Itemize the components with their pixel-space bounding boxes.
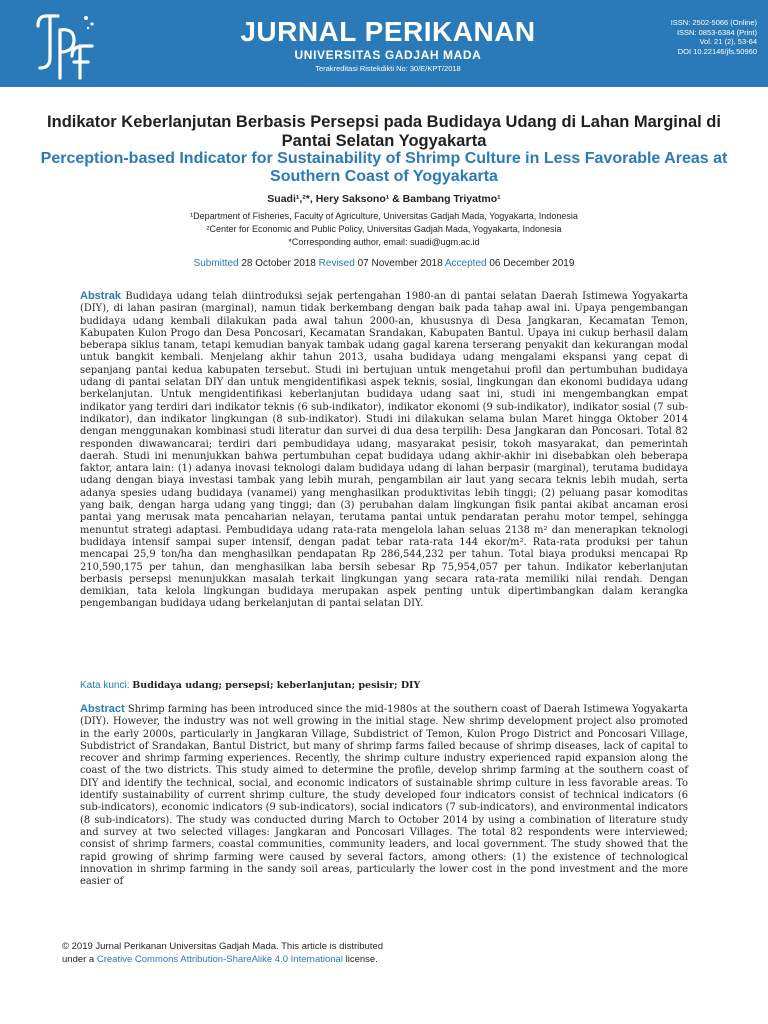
license-footer xyxy=(62,940,622,966)
article-dates xyxy=(30,258,738,269)
corresponding-author: *Corresponding author, email: suadi@ugm.ac.id xyxy=(288,237,480,247)
license-suffix: license. xyxy=(345,954,378,965)
revised-label: Revised xyxy=(318,258,355,269)
volume-info: Vol. 21 (2), 53-64 xyxy=(699,37,757,46)
license-link[interactable]: Creative Commons Attribution-ShareAlike 4.0 International xyxy=(96,954,343,965)
doi[interactable]: DOI 10.22146/jfs.50960 xyxy=(677,46,757,56)
submitted-date: 28 October 2018 xyxy=(241,258,316,269)
affiliation-2: ²Center for Economic and Public Policy, Universitas Gadjah Mada, Yogyakarta, Indonesia xyxy=(206,224,562,234)
abstract-id-heading: Abstrak xyxy=(80,290,121,302)
copyright-line: © 2019 Jurnal Perikanan Universitas Gadjah Mada. This article is distributed xyxy=(62,941,384,952)
accepted-date: 06 December 2019 xyxy=(489,258,575,269)
revised-date: 07 November 2018 xyxy=(357,258,443,269)
article-title-id: Indikator Keberlanjutan Berbasis Persepsi pada Budidaya Udang di Lahan Marginal di Pantai Selatan Yogyakarta xyxy=(47,113,721,150)
abstract-id-text: Budidaya udang telah diintroduksi sejak pertengahan 1980-an di pantai selatan Daerah Istimewa Yogyakarta (DIY), di lahan pasiran (marginal), namun tidak berkembang dengan baik pada tahap awal ini. Upaya pengembangan budidaya udang kembali dilakukan pada awal tahun 2000-an, khususnya di Desa Jangkaran, Kecamatan Temon, Kabupaten Kulon Progo dan Desa Poncosari, Kecamatan Srandakan, Kabupaten Bantul. Upaya ini cukup berhasil dalam beberapa siklus tanam, tetapi kemudian banyak tambak udang gagal karena terserang penyakit dan kekurangan modal untuk bangkit kembali. Menjelang akhir tahun 2013, usaha budidaya udang mengalami ekspansi yang cepat di sepanjang pantai kedua kabupaten tersebut. Studi ini bertujuan untuk mengetahui profil dan pertumbuhan budidaya udang di pantai selatan DIY dan untuk mengidentifikasi aspek teknis, sosial, lingkungan dan ekonomi budidaya udang berkelanjutan. Untuk mengidentifikasi keberlanjutan budidaya udang saat ini, studi ini mengembangkan empat indikator yang terdiri dari indikator teknis (6 sub-indikator), indikator ekonomi (9 sub-indikator), indikator sosial (7 sub-indikator), dan indikator lingkungan (8 sub-indikator). Studi ini dilakukan selama bulan Maret hingga Oktober 2014 dengan menggunakan kombinasi studi literatur dan survei di dua desa terpilih: Desa Jangkaran dan Poncosari. Total 82 responden diwawancarai; terdiri dari pembudidaya udang, masyarakat pesisir, tokoh masyarakat, dan pemerintah daerah. Studi ini menunjukkan bahwa pertumbuhan cepat budidaya udang akhir-akhir ini disebabkan oleh beberapa faktor, antara lain: (1) adanya inovasi teknologi dalam budidaya udang di lahan berpasir (marginal), terutama budidaya udang dengan biaya investasi tambak yang lebih murah, pengambilan air laut yang secara teknis lebih mudah, serta adanya spesies udang budidaya (vanamei) yang menghasilkan produktivitas lebih tinggi; (2) peluang pasar komoditas yang baik, dengan harga udang yang tinggi; dan (3) perubahan dalam lingkungan fisik pantai akibat ancaman erosi pantai yang merusak mata pencaharian nelayan, terutama pantai untuk pendaratan perahu motor tempel, sehingga menuntut strategi adaptasi. Pembudidaya udang rata-rata mengelola lahan seluas 2138 m² dan menerapkan teknologi budidaya intensif sampai super intensif, dengan padat tebar rata-rata 144 ekor/m². Rata-rata produksi per tahun mencapai 25,9 ton/ha dan menghasilkan pendapatan Rp 286,544,232 per tahun. Total biaya produksi mencapai Rp 210,590,175 per tahun, dan menghasilkan laba bersih sebesar Rp 75,954,057 per tahun. Indikator keberlanjutan berbasis persepsi menunjukkan masalah terkait lingkungan yang secara rata-rata memiliki nilai rendah. Dengan demikian, tata kelola lingkungan budidaya merupakan aspek penting untuk dipertimbangkan dalam kerangka pengembangan budidaya udang berkelanjutan di pantai selatan DIY. xyxy=(80,291,689,610)
abstract-indonesian xyxy=(80,290,688,611)
author-list: Suadi¹,²*, Hery Saksono¹ & Bambang Triyatmo¹ xyxy=(267,193,501,205)
abstract-english xyxy=(80,703,688,888)
issn-block xyxy=(597,18,757,56)
license-prefix: under a xyxy=(62,954,95,965)
journal-university: UNIVERSITAS GADJAH MADA xyxy=(294,48,482,62)
abstract-en-heading: Abstract xyxy=(80,703,125,715)
article-title-en: Perception-based Indicator for Sustainability of Shrimp Culture in Less Favorable Areas at Southern Coast of Yogyakarta xyxy=(40,150,728,185)
abstract-en-text: Shrimp farming has been introduced since the mid-1980s at the southern coast of Daerah Istimewa Yogyakarta (DIY). However, the industry was not well growing in the initial stage. New shrimp development project also promoted in the early 2000s, particularly in Jangkaran Village, Subdistrict of Temon, Kulon Progo District and Poncosari Village, Subdistrict of Srandakan, Bantul District, but many of shrimp farms failed because of shrimp diseases, lack of capital to recover and shrimp farming experiences. Recently, the shrimp culture industry experienced rapid expansion along the coast of the two districts. This study aimed to determine the profile, develop shrimp farming at the southern coast of DIY and identify the technical, social, and economic indicators of sustainable shrimp culture in less favorable areas. To identify sustainability of current shrimp culture, the study developed four indicators consist of technical indicators (6 sub-indicators), economic indicators (9 sub-indicators), social indicators (7 sub-indicators), and environmental indicators (8 sub-indicators). The study was conducted during March to October 2014 by using a combination of literature study and survey at two selected villages: Jangkaran and Poncosari Villages. The total 82 respondents were interviewed; consist of shrimp farmers, coastal communities, community leaders, and local government. The study showed that the rapid growing of shrimp farming were caused by several factors, among others: (1) the existence of technological innovation in shrimp farming in the sandy soil areas, particularly the lower cost in the pond investment and the more easier of xyxy=(80,704,688,888)
keywords xyxy=(80,680,688,691)
journal-title: JURNAL PERIKANAN xyxy=(240,16,536,47)
journal-logo xyxy=(28,10,100,82)
journal-header xyxy=(0,0,768,87)
affiliation-1: ¹Department of Fisheries, Faculty of Agriculture, Universitas Gadjah Mada, Yogyakarta, Indonesia xyxy=(190,211,578,221)
keywords-label: Kata kunci: xyxy=(80,680,130,691)
submitted-label: Submitted xyxy=(193,258,239,269)
issn-online: ISSN: 2502-5066 (Online) xyxy=(670,18,757,27)
issn-print: ISSN: 0853-6384 (Print) xyxy=(676,27,757,37)
keywords-value: Budidaya udang; persepsi; keberlanjutan; pesisir; DIY xyxy=(132,680,421,691)
license-line xyxy=(62,953,622,966)
accepted-label: Accepted xyxy=(444,258,487,269)
journal-accreditation: Terakreditasi Ristekdikti No: 30/E/KPT/2018 xyxy=(315,64,461,73)
